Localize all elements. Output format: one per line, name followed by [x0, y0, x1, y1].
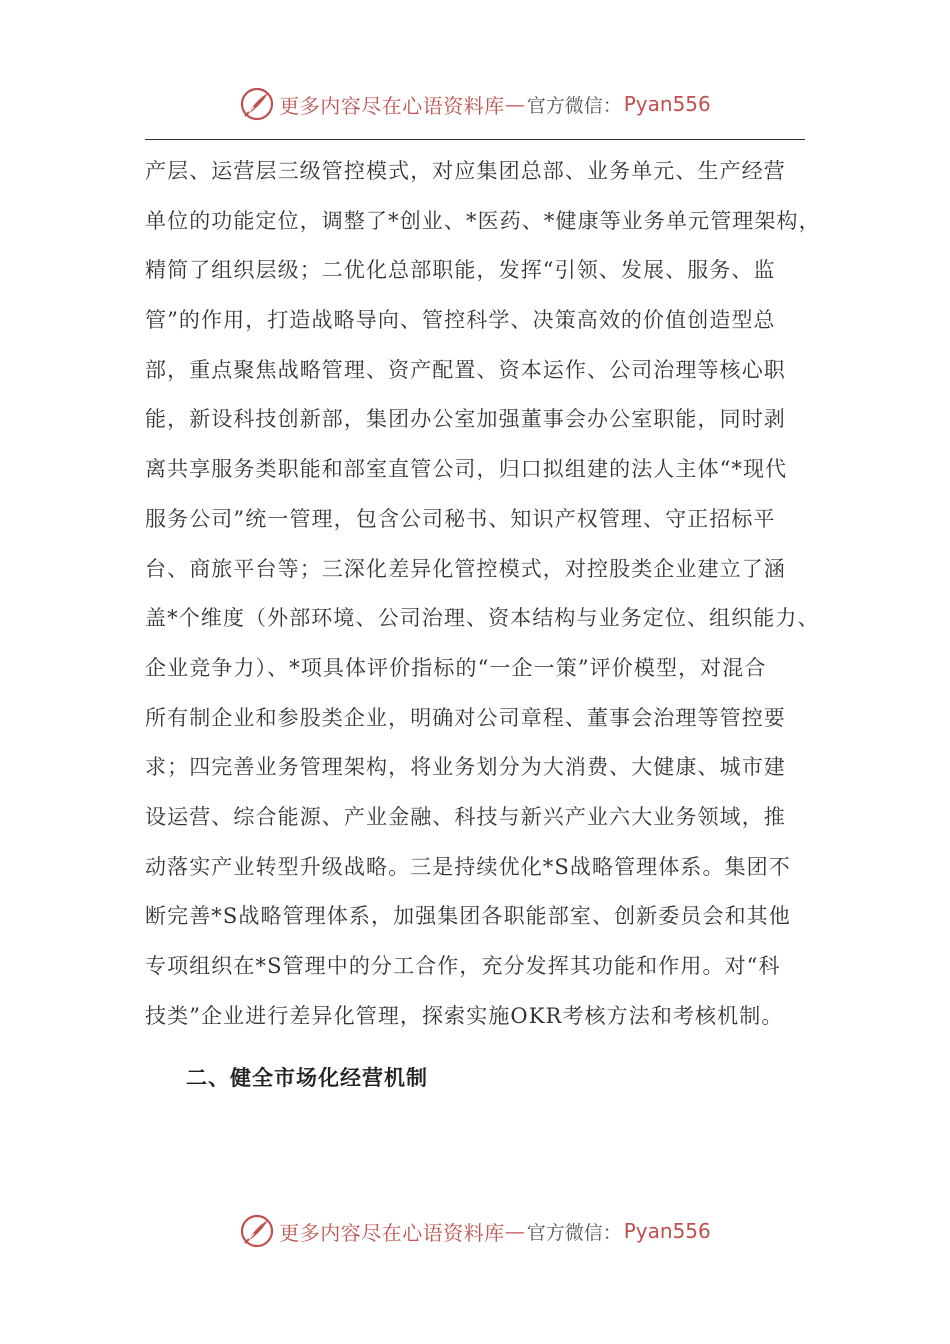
paragraph-line: 台、商旅平台等；三深化差异化管控模式，对控股类企业建立了涵 [145, 556, 786, 581]
paragraph-line: 求；四完善业务管理架构，将业务划分为大消费、大健康、城市建 [145, 755, 786, 780]
paragraph-line: 产层、运营层三级管控模式，对应集团总部、业务单元、生产经营 [145, 159, 786, 183]
paragraph-line: 部，重点聚焦战略管理、资产配置、资本运作、公司治理等核心职 [145, 357, 786, 382]
section-heading: 二、健全市场化经营机制 [186, 1066, 428, 1090]
banner-lead-text: 更多内容尽在心语资料库 [279, 93, 505, 118]
paragraph-line: 动落实产业转型升级战略。三是持续优化*S战略管理体系。集团不 [145, 854, 791, 879]
body-paragraph [145, 147, 825, 1041]
quill-logo-icon [239, 86, 275, 122]
paragraph-line: 技类”企业进行差异化管理，探索实施OKR考核方法和考核机制。 [145, 1003, 784, 1028]
footer-banner [0, 1211, 950, 1251]
paragraph-line: 服务公司”统一管理，包含公司秘书、知识产权管理、守正招标平 [145, 506, 776, 531]
banner-dash: — [504, 92, 525, 116]
header-banner [0, 84, 950, 124]
quill-logo-icon [239, 1213, 275, 1249]
paragraph-line: 单位的功能定位，调整了*创业、*医药、*健康等业务单元管理架构， [145, 208, 821, 233]
banner-dash: — [504, 1219, 525, 1243]
paragraph-line: 所有制企业和参股类企业，明确对公司章程、董事会治理等管控要 [145, 705, 786, 730]
paragraph-line: 设运营、综合能源、产业金融、科技与新兴产业六大业务领域，推 [145, 804, 786, 829]
paragraph-line: 能，新设科技创新部，集团办公室加强董事会办公室职能，同时剥 [145, 407, 786, 432]
banner-lead-text: 更多内容尽在心语资料库 [279, 1220, 505, 1245]
banner-wechat-id: Pyan556 [623, 1219, 711, 1243]
banner-wechat-label: 官方微信： [526, 1221, 622, 1244]
paragraph-line: 离共享服务类职能和部室直管公司，归口拟组建的法人主体“*现代 [145, 457, 788, 482]
paragraph-line: 管”的作用，打造战略导向、管控科学、决策高效的价值创造型总 [145, 308, 776, 333]
header-divider [145, 139, 805, 140]
banner-wechat-id: Pyan556 [623, 92, 711, 116]
paragraph-line: 断完善*S战略管理体系，加强集团各职能部室、创新委员会和其他 [145, 904, 791, 929]
paragraph-line: 专项组织在*S管理中的分工合作，充分发挥其功能和作用。对“科 [145, 954, 781, 978]
paragraph-line: 精简了组织层级；二优化总部职能，发挥“引领、发展、服务、监 [145, 258, 776, 283]
banner-wechat-label: 官方微信： [526, 94, 622, 117]
paragraph-line: 盖*个维度（外部环境、公司治理、资本结构与业务定位、组织能力、 [145, 606, 820, 631]
paragraph-line: 企业竞争力）、*项具体评价指标的“一企一策”评价模型，对混合 [145, 655, 767, 680]
